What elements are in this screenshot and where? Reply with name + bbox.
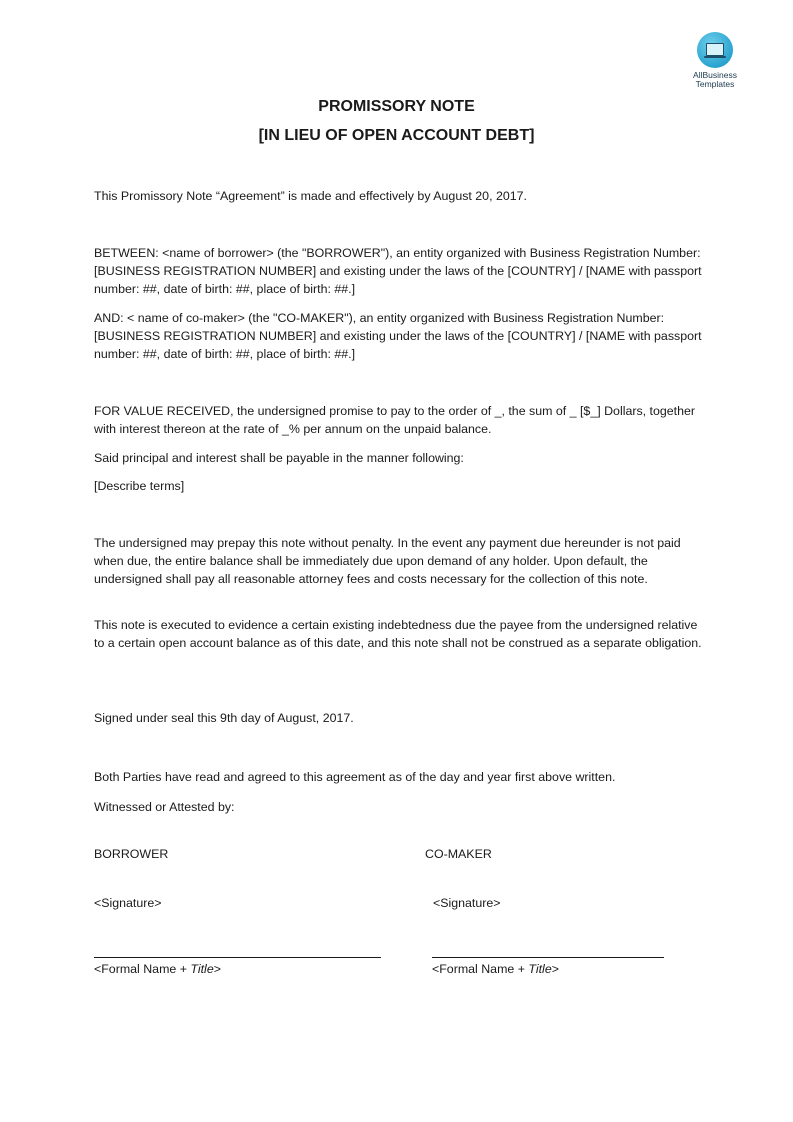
and-paragraph: AND: < name of co-maker> (the "CO-MAKER"), an entity organized with Business Registration Number: [BUSINESS REGISTRATION NUMBER] and existing under the laws of the [COUNTRY] / [NAME with passport number: ##, date of birth: ##, place of birth: ##.]	[94, 311, 702, 361]
payable-paragraph: Said principal and interest shall be payable in the manner following:	[94, 451, 464, 465]
agreed-paragraph: Both Parties have read and agreed to this agreement as of the day and year first above written.	[94, 770, 616, 784]
document-subtitle: [IN LIEU OF OPEN ACCOUNT DEBT]	[258, 127, 535, 144]
document-title: PROMISSORY NOTE	[318, 98, 475, 115]
between-paragraph: BETWEEN: <name of borrower> (the "BORROWER"), an entity organized with Business Registration Number: [BUSINESS REGISTRATION NUMBER] and existing under the laws of the [COUNTRY] / [NAME with passport number: ##, date of birth: ##, place of birth: ##.]	[94, 246, 702, 296]
comaker-signature-line	[432, 957, 664, 958]
executed-paragraph: This note is executed to evidence a certain existing indebtedness due the payee from the undersigned relative to a certain open account balance as of this date, and this note shall not be construed as a separate obligation.	[94, 618, 702, 650]
comaker-signature-label: <Signature>	[433, 896, 501, 910]
terms-placeholder: [Describe terms]	[94, 479, 185, 493]
comaker-formal-name: <Formal Name + Title>	[432, 962, 559, 976]
borrower-signature-label: <Signature>	[94, 896, 162, 910]
laptop-icon	[697, 32, 733, 68]
signed-seal-paragraph: Signed under seal this 9th day of August, 2017.	[94, 711, 354, 725]
value-received-paragraph: FOR VALUE RECEIVED, the undersigned promise to pay to the order of _, the sum of _ [$_] Dollars, together with interest thereon at the rate of _% per annum on the unpaid balance.	[94, 404, 696, 436]
company-logo	[684, 32, 746, 89]
comaker-heading: CO-MAKER	[425, 847, 492, 861]
witnessed-paragraph: Witnessed or Attested by:	[94, 800, 235, 814]
borrower-signature-line	[94, 957, 381, 958]
intro-paragraph: This Promissory Note “Agreement” is made and effectively by August 20, 2017.	[94, 189, 527, 203]
prepay-paragraph: The undersigned may prepay this note without penalty. In the event any payment due hereunder is not paid when due, the entire balance shall be immediately due upon demand of any holder. Upon default, the undersigned shall pay all reasonable attorney fees and costs necessary for the collection of this note.	[94, 536, 681, 586]
borrower-heading: BORROWER	[94, 847, 169, 861]
borrower-formal-name: <Formal Name + Title>	[94, 962, 221, 976]
logo-text: AllBusiness Templates	[693, 70, 737, 89]
